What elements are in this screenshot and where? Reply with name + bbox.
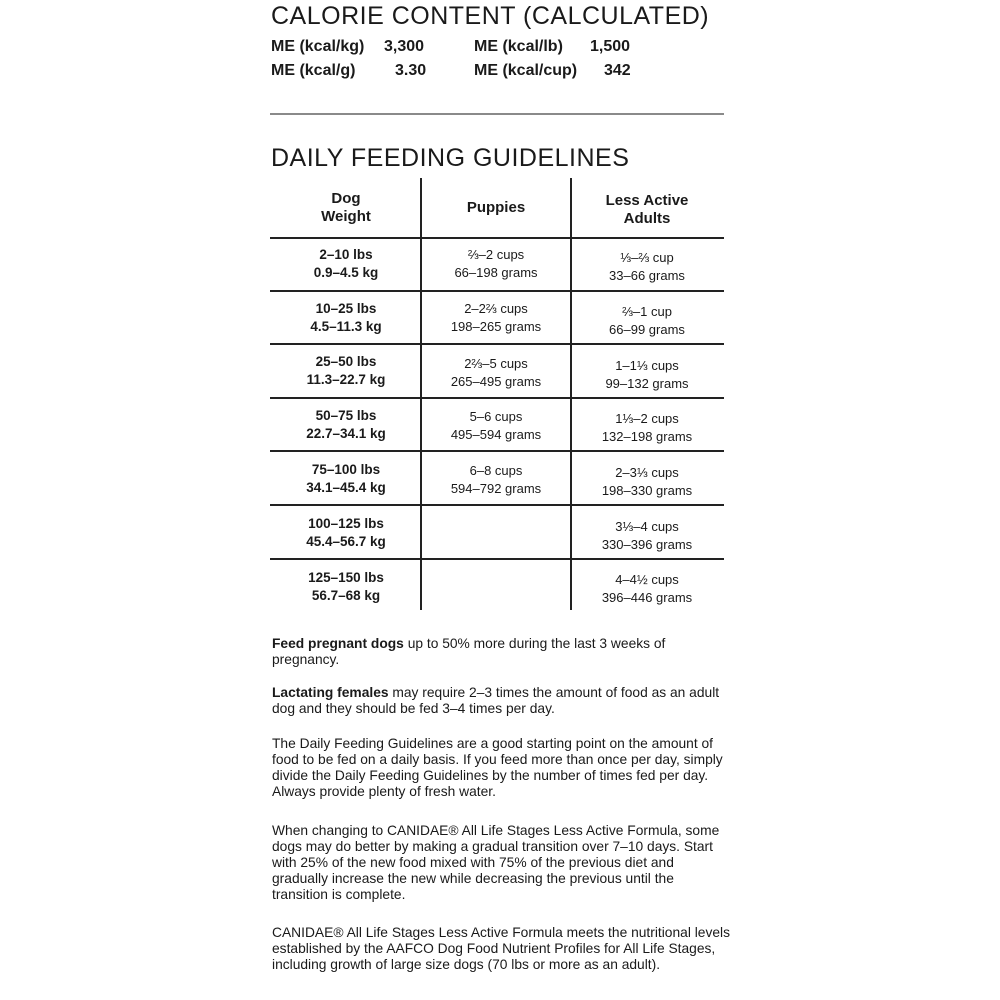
note-pregnant: Feed pregnant dogs up to 50% more during the last 3 weeks of pregnancy. bbox=[272, 636, 666, 667]
row-separator bbox=[270, 558, 724, 560]
table-row-weight: 10–25 lbs 4.5–11.3 kg bbox=[310, 301, 382, 334]
table-row-adults: 1⅓–2 cups 132–198 grams bbox=[601, 411, 693, 444]
table-row-adults: 1–1⅓ cups 99–132 grams bbox=[605, 358, 689, 391]
table-row-puppies: ⅔–2 cups 66–198 grams bbox=[454, 247, 538, 280]
table-row-adults: 4–4½ cups 396–446 grams bbox=[601, 572, 693, 605]
me-kcal-lb-label: ME (kcal/lb) bbox=[474, 38, 563, 55]
table-row-weight: 100–125 lbs 45.4–56.7 kg bbox=[306, 516, 386, 549]
header-weight: Dog Weight bbox=[321, 190, 371, 225]
table-row-adults: ⅔–1 cup 66–99 grams bbox=[609, 304, 685, 337]
me-kcal-g-label: ME (kcal/g) bbox=[271, 62, 356, 79]
table-row-weight: 50–75 lbs 22.7–34.1 kg bbox=[306, 408, 386, 441]
note-changing: When changing to CANIDAE® All Life Stages Less Active Formula, some dogs may do better by making a gradual transition over 7–10 days. Start with 25% of the new food mixed with 75% of the previous diet and gradually increase the new while decreasing the previous until the transition is complete. bbox=[272, 823, 720, 902]
me-kcal-g-value: 3.30 bbox=[395, 62, 427, 79]
calorie-title: CALORIE CONTENT (CALCULATED) bbox=[271, 2, 710, 30]
note-aafco: CANIDAE® All Life Stages Less Active Formula meets the nutritional levels established by the AAFCO Dog Food Nutrient Profiles for All Life Stages, including growth of large size dogs (70 lbs or more as an adult). bbox=[272, 925, 730, 972]
feeding-title: DAILY FEEDING GUIDELINES bbox=[271, 144, 630, 172]
row-separator bbox=[270, 290, 724, 292]
header-adults: Less Active Adults bbox=[605, 192, 689, 227]
row-separator bbox=[270, 450, 724, 452]
table-row-weight: 75–100 lbs 34.1–45.4 kg bbox=[306, 462, 386, 495]
table-row-adults: ⅓–⅔ cup 33–66 grams bbox=[609, 250, 685, 283]
table-row-puppies: 6–8 cups 594–792 grams bbox=[450, 463, 542, 496]
table-row-weight: 2–10 lbs 0.9–4.5 kg bbox=[313, 247, 379, 280]
me-kcal-cup-value: 342 bbox=[604, 62, 631, 79]
row-separator bbox=[270, 237, 724, 239]
note-lactating: Lactating females may require 2–3 times the amount of food as an adult dog and they should be fed 3–4 times per day. bbox=[272, 685, 720, 716]
note-guidelines: The Daily Feeding Guidelines are a good starting point on the amount of food to be fed on a daily basis. If you feed more than once per day, simply divide the Daily Feeding Guidelines by the number of times fed per day. Always provide plenty of fresh water. bbox=[272, 736, 723, 799]
me-kcal-kg-label: ME (kcal/kg) bbox=[271, 38, 365, 55]
table-row-puppies: 5–6 cups 495–594 grams bbox=[450, 409, 542, 442]
table-row-puppies: 2–2⅔ cups 198–265 grams bbox=[450, 301, 542, 334]
header-puppies: Puppies bbox=[466, 199, 526, 216]
row-separator bbox=[270, 343, 724, 345]
table-row-puppies: 2⅔–5 cups 265–495 grams bbox=[450, 356, 542, 389]
table-row-weight: 25–50 lbs 11.3–22.7 kg bbox=[306, 354, 386, 387]
table-row-adults: 3⅓–4 cups 330–396 grams bbox=[601, 519, 693, 552]
row-separator bbox=[270, 504, 724, 506]
me-kcal-lb-value: 1,500 bbox=[590, 38, 631, 55]
column-divider bbox=[420, 178, 422, 610]
table-row-weight: 125–150 lbs 56.7–68 kg bbox=[308, 570, 384, 603]
table-row-adults: 2–3⅓ cups 198–330 grams bbox=[601, 465, 693, 498]
row-separator bbox=[270, 397, 724, 399]
me-kcal-cup-label: ME (kcal/cup) bbox=[474, 62, 578, 79]
section-divider bbox=[270, 113, 724, 115]
me-kcal-kg-value: 3,300 bbox=[384, 38, 425, 55]
